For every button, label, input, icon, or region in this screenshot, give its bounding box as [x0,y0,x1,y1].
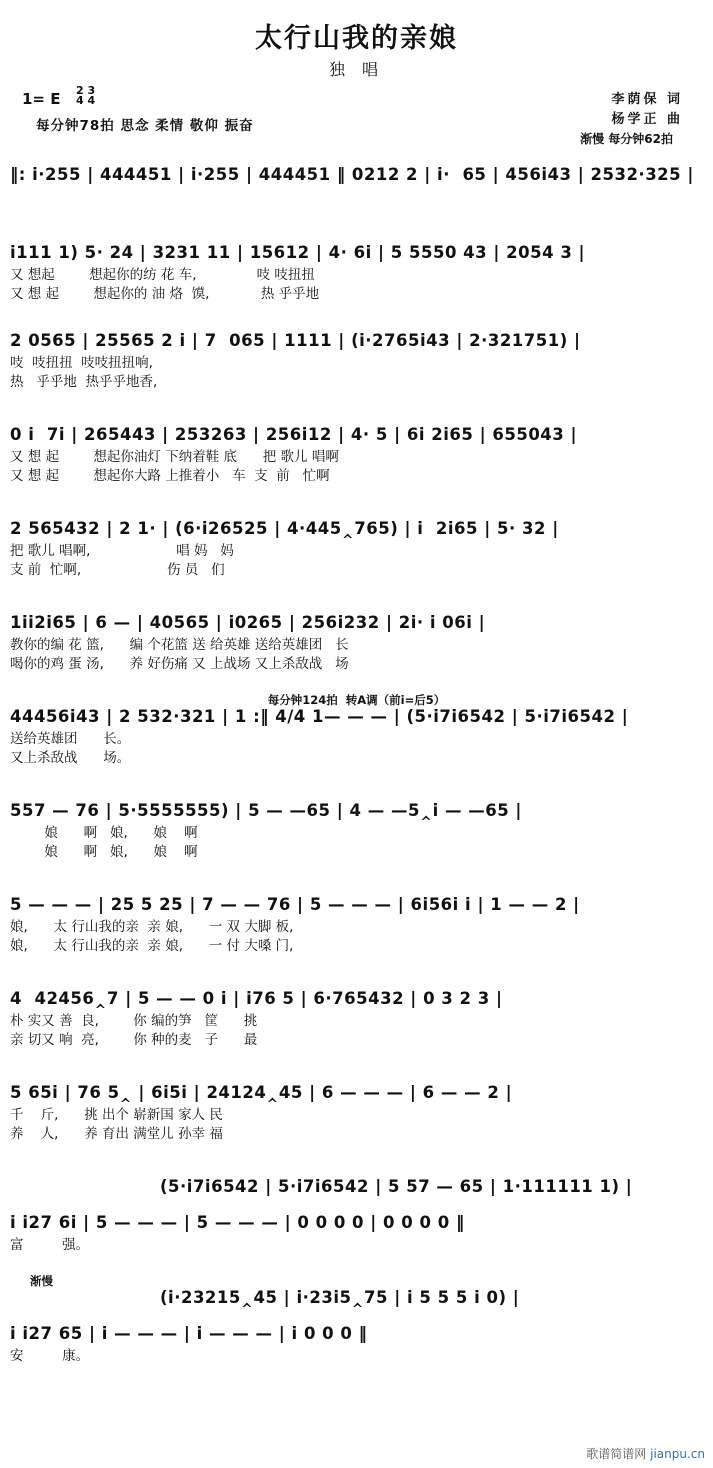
time-signature-top: 2 3 [76,84,96,97]
lyricist-credit: 李荫保 词 [611,92,683,107]
music-system [10,226,703,304]
lyric-line-1: 又 想 起 想起你油灯 下纳着鞋 底 把 歌儿 唱啊 [10,449,339,465]
lyric-line-1: 朴 实又 善 良, 你 编的笋 筐 挑 [10,1013,258,1029]
system-spacer [0,392,713,408]
lyric-line-2: 支 前 忙啊, 伤 员 们 [10,562,225,578]
notation-line: 5 — — — | 25 5 25 | 7 — — 76 | 5 — — — | 6i56i i | 1 — — 2 | [10,895,580,914]
watermark-url: jianpu.cn [650,1447,705,1461]
system-marking: 渐慢 [30,1274,53,1287]
lyric-line-2 [10,207,703,226]
lyric-line-1: 安 康。 [10,1348,90,1364]
system-spacer [0,768,713,784]
notation-line: ‖: i·255 | 444451 | i·255 | 444451 ‖ 0212 2 | i· 65 | 456i43 | 2532·325 | [10,165,694,184]
music-system [10,784,703,862]
time-signature [76,86,95,106]
key-signature: 1= E [22,90,61,108]
notation-line: 44456i43 | 2 532·321 | 1 :‖ 4/4 1— — — | (5·i7i6542 | 5·i7i6542 | [10,707,629,726]
notation-line: 1ii2i65 | 6 — | 40565 | i0265 | 256i232 | 2i· i 06i | [10,613,486,632]
lyric-line-1 [10,188,703,207]
system-marking [10,1068,703,1082]
system-marking [10,316,703,330]
notation-line: 0 i 7i | 265443 | 253263 | 256i12 | 4· 5 | 6i 2i65 | 655043 | [10,425,578,444]
music-system [10,1321,703,1366]
notation-line: 557 — 76 | 5·5555555) | 5 — —65 | 4 — —5‸i — —65 | [10,801,522,820]
lyric-line-1: 又 想起 想起你的纺 花 车, 吱 吱扭扭 [10,267,315,283]
music-system [10,1210,703,1255]
system-spacer [0,1050,713,1066]
music-system [10,972,703,1050]
music-system [10,502,703,580]
composer-credit: 杨学正 曲 [611,112,683,127]
notation-line: i111 1) 5· 24 | 3231 11 | 15612 | 4· 6i | 5 5550 43 | 2054 3 | [10,243,586,262]
system-marking [10,228,703,242]
lyric-line-2: 又 想 起 想起你的 油 烙 馍, 热 乎乎地 [10,286,320,302]
system-marking [10,504,703,518]
notation-line: 2 565432 | 2 1· | (6·i26525 | 4·445‸765) | i 2i65 | 5· 32 | [10,519,559,538]
notation-line: 2 0565 | 25565 2 i | 7 065 | 1111 | (i·2765i43 | 2·321751) | [10,331,581,350]
score-metadata [14,86,699,148]
notation-line: (5·i7i6542 | 5·i7i6542 | 5 57 — 65 | 1·111111 1) | [160,1177,633,1196]
site-watermark [586,1445,705,1462]
lyric-line-1: 教你的编 花 篮, 编 个花篮 送 给英雄 送给英雄团 长 [10,637,349,653]
system-marking [10,974,703,988]
music-system [10,1066,703,1144]
system-marking [10,410,703,424]
music-system [10,596,703,674]
system-marking: 每分钟124拍 转A调（前i=后5） [267,693,446,706]
notation-line: 5 65i | 76 5‸ | 6i5i | 24124‸45 | 6 — — — | 6 — — 2 | [10,1083,513,1102]
time-signature-bottom: 4 4 [76,94,96,107]
lyric-line-2: 亲 切又 响 亮, 你 种的麦 子 最 [10,1032,258,1048]
system-marking [10,786,703,800]
tempo-change-marking: 渐慢 每分钟62拍 [580,132,673,146]
system-spacer [0,1311,713,1321]
lyric-line-2: 娘, 太 行山我的亲 亲 娘, 一 付 大嗓 门, [10,938,294,954]
lyric-line-1: 千 斤, 挑 出个 崭新国 家人 民 [10,1107,223,1123]
lyric-line-2: 养 人, 养 育出 满堂儿 孙幸 福 [10,1126,223,1142]
music-system [10,314,703,392]
system-spacer [0,304,713,314]
system-marking [10,598,703,612]
tempo-marking: 每分钟78拍 思念 柔情 敬仰 振奋 [36,118,254,134]
lyric-line-2: 又上杀敌战 场。 [10,750,131,766]
music-system [10,148,703,226]
lyric-line-1: 富 强。 [10,1237,90,1253]
notation-line: (i·23215‸45 | i·23i5‸75 | i 5 5 5 i 0) | [160,1288,520,1307]
lyric-line-2: 喝你的鸡 蛋 汤, 养 好伤痛 又 上战场 又上杀敌战 场 [10,656,349,672]
music-system [10,408,703,486]
system-spacer [0,956,713,972]
system-spacer [0,1200,713,1210]
notation-line: i i27 65 | i — — — | i — — — | i 0 0 0 ‖ [10,1324,368,1343]
system-spacer [0,486,713,502]
system-spacer [0,580,713,596]
watermark-text: 歌谱简谱网 [586,1447,647,1461]
lyric-line-1: 把 歌儿 唱啊, 唱 妈 妈 [10,543,234,559]
lyric-line-1: 吱 吱扭扭 吱吱扭扭响, [10,355,153,371]
system-spacer [0,862,713,878]
system-marking [160,1162,703,1176]
notation-line: 4 42456‸7 | 5 — — 0 i | i76 5 | 6·765432 | 0 3 2 3 | [10,989,503,1008]
notation-line: i i27 6i | 5 — — — | 5 — — — | 0 0 0 0 | 0 0 0 0 ‖ [10,1213,465,1232]
music-system [10,1160,703,1200]
system-spacer [0,674,713,690]
music-system [10,1271,703,1311]
music-system [10,690,703,768]
lyric-line-1: 送给英雄团 长。 [10,731,131,747]
system-spacer [0,1255,713,1271]
system-marking [10,880,703,894]
performance-type: 独 唱 [328,60,385,79]
system-spacer [0,1144,713,1160]
music-system [10,878,703,956]
page-title: 太行山我的亲娘 [255,23,458,54]
lyric-line-2: 娘 啊 娘, 娘 啊 [10,844,198,860]
lyric-line-1: 娘, 太 行山我的亲 亲 娘, 一 双 大脚 板, [10,919,294,935]
lyric-line-1: 娘 啊 娘, 娘 啊 [10,825,198,841]
lyric-line-2: 又 想 起 想起你大路 上推着小 车 支 前 忙啊 [10,468,330,484]
system-marking [10,150,703,164]
lyric-line-2: 热 乎乎地 热乎乎地香, [10,374,158,390]
